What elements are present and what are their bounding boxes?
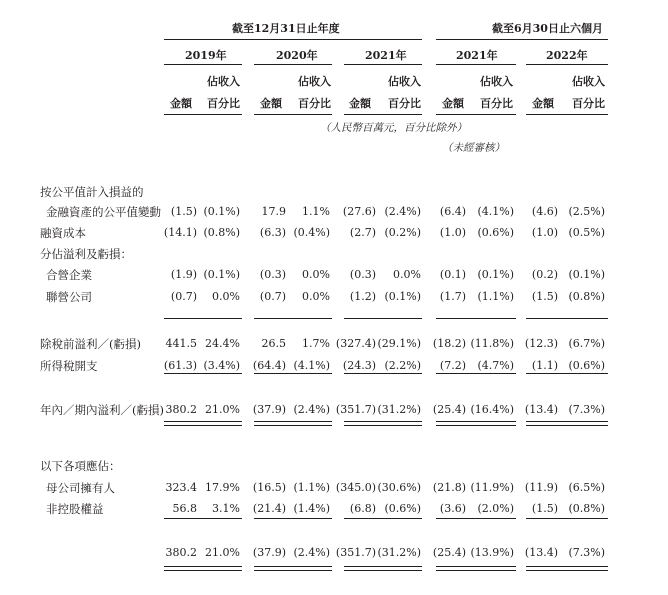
- table-cell: (21.4): [252, 502, 286, 515]
- pct-header-line1: 佔收入: [388, 75, 421, 88]
- row-label: 金融資產的公平值變動: [46, 205, 161, 219]
- table-cell: (2.2%): [384, 359, 421, 372]
- table-cell: (2.4%): [384, 205, 421, 218]
- subtotal-rule: [344, 518, 422, 519]
- header-group-year-ended: 截至12月31日止年度: [232, 22, 340, 35]
- year-rule-2019: [164, 64, 242, 65]
- header-rule: [526, 114, 608, 115]
- group-rule-year: [164, 39, 422, 40]
- table-cell: (12.3): [524, 337, 558, 350]
- table-cell: (327.4): [335, 337, 376, 350]
- table-cell: (4.7%): [477, 359, 514, 372]
- table-cell: (7.2): [439, 359, 466, 372]
- subtotal-rule: [436, 518, 516, 519]
- table-cell: (1.0): [439, 226, 466, 239]
- currency-note: （人民幣百萬元，百分比除外）: [320, 122, 467, 134]
- table-cell: (31.2%): [377, 546, 421, 559]
- table-cell: (16.4%): [470, 403, 514, 416]
- table-cell: (2.0%): [477, 502, 514, 515]
- subtotal-rule: [254, 318, 332, 319]
- table-cell: (0.6%): [477, 226, 514, 239]
- row-label: 合營企業: [46, 268, 92, 282]
- table-cell: (351.7): [335, 546, 376, 559]
- table-cell: 1.7%: [302, 337, 330, 350]
- total-double-rule: [254, 566, 332, 571]
- table-cell: (18.2): [432, 337, 466, 350]
- total-double-rule: [436, 566, 516, 571]
- year-rule-2021-interim: [436, 64, 516, 65]
- year-2022-interim: 2022年: [546, 49, 588, 62]
- table-cell: (0.1): [439, 268, 466, 281]
- subtotal-rule: [526, 318, 608, 319]
- table-cell: (11.8%): [470, 337, 514, 350]
- table-cell: (0.7): [170, 290, 197, 303]
- table-cell: (14.1): [163, 226, 197, 239]
- subtotal-rule: [254, 518, 332, 519]
- table-cell: (29.1%): [377, 337, 421, 350]
- pct-header-line1: 佔收入: [298, 75, 331, 88]
- table-cell: (3.4%): [203, 359, 240, 372]
- table-cell: (6.4): [439, 205, 466, 218]
- total-double-rule: [344, 566, 422, 571]
- table-cell: (6.8): [349, 502, 376, 515]
- subtotal-rule: [344, 373, 422, 374]
- total-double-rule: [436, 421, 516, 426]
- table-cell: (25.4): [432, 403, 466, 416]
- table-cell: (6.3): [259, 226, 286, 239]
- amount-header: 金額: [442, 97, 464, 110]
- table-cell: (4.1%): [477, 205, 514, 218]
- table-cell: (6.7%): [568, 337, 605, 350]
- table-cell: 21.0%: [205, 403, 240, 416]
- year-2021: 2021年: [365, 49, 407, 62]
- subtotal-rule: [254, 373, 332, 374]
- subtotal-rule: [436, 373, 516, 374]
- table-cell: 380.2: [165, 403, 197, 416]
- subtotal-rule: [526, 518, 608, 519]
- pct-header-line2: 百分比: [207, 97, 240, 110]
- table-cell: (345.0): [335, 481, 376, 494]
- table-cell: 24.4%: [205, 337, 240, 350]
- row-label: 除稅前溢利／(虧損): [40, 337, 141, 351]
- year-2020: 2020年: [276, 49, 318, 62]
- row-label: 按公平值計入損益的: [40, 185, 144, 199]
- table-cell: (1.9): [170, 268, 197, 281]
- table-cell: (0.6%): [568, 359, 605, 372]
- table-cell: 0.0%: [302, 290, 330, 303]
- row-label: 年內／期內溢利／(虧損): [40, 403, 164, 417]
- table-cell: (37.9): [252, 403, 286, 416]
- amount-header: 金額: [532, 97, 554, 110]
- table-cell: (31.2%): [377, 403, 421, 416]
- table-cell: 17.9%: [205, 481, 240, 494]
- unaudited-note: （未經審核）: [442, 142, 505, 154]
- table-cell: (64.4): [252, 359, 286, 372]
- table-cell: (3.6): [439, 502, 466, 515]
- table-cell: (1.5): [531, 290, 558, 303]
- table-cell: 441.5: [165, 337, 197, 350]
- header-rule: [344, 114, 422, 115]
- table-cell: (1.1%): [477, 290, 514, 303]
- year-rule-2022-interim: [526, 64, 608, 65]
- table-cell: 0.0%: [393, 268, 421, 281]
- table-cell: (0.3): [259, 268, 286, 281]
- table-cell: (0.1%): [568, 268, 605, 281]
- table-cell: 17.9: [261, 205, 286, 218]
- table-cell: (0.2%): [384, 226, 421, 239]
- header-rule: [436, 114, 516, 115]
- total-double-rule: [526, 566, 608, 571]
- pct-header-line2: 百分比: [480, 97, 513, 110]
- amount-header: 金額: [170, 97, 192, 110]
- table-cell: (0.8%): [568, 502, 605, 515]
- table-cell: (11.9): [524, 481, 558, 494]
- table-cell: (1.1): [531, 359, 558, 372]
- table-cell: (11.9%): [470, 481, 514, 494]
- table-cell: (13.4): [524, 403, 558, 416]
- header-rule: [254, 114, 332, 115]
- table-cell: (0.3): [349, 268, 376, 281]
- table-cell: (0.8%): [568, 290, 605, 303]
- year-rule-2020: [254, 64, 332, 65]
- pct-header-line2: 百分比: [298, 97, 331, 110]
- subtotal-rule: [164, 318, 242, 319]
- table-cell: 3.1%: [212, 502, 240, 515]
- subtotal-rule: [344, 318, 422, 319]
- table-cell: (1.5): [170, 205, 197, 218]
- table-cell: (351.7): [335, 403, 376, 416]
- table-cell: (0.7): [259, 290, 286, 303]
- table-cell: (24.3): [342, 359, 376, 372]
- table-cell: (0.5%): [568, 226, 605, 239]
- table-cell: (30.6%): [377, 481, 421, 494]
- pct-header-line2: 百分比: [388, 97, 421, 110]
- table-cell: (13.4): [524, 546, 558, 559]
- table-cell: 26.5: [261, 337, 286, 350]
- table-cell: (2.7): [349, 226, 376, 239]
- table-cell: (1.0): [531, 226, 558, 239]
- total-double-rule: [254, 421, 332, 426]
- table-cell: (0.6%): [384, 502, 421, 515]
- row-label: 融資成本: [40, 226, 86, 240]
- year-2021-interim: 2021年: [456, 49, 498, 62]
- header-rule: [164, 114, 242, 115]
- pct-header-line1: 佔收入: [480, 75, 513, 88]
- table-cell: (25.4): [432, 546, 466, 559]
- subtotal-rule: [164, 373, 242, 374]
- table-cell: (2.5%): [568, 205, 605, 218]
- table-cell: 1.1%: [302, 205, 330, 218]
- table-cell: (1.5): [531, 502, 558, 515]
- table-cell: (0.1%): [384, 290, 421, 303]
- table-cell: 380.2: [165, 546, 197, 559]
- table-cell: (1.2): [349, 290, 376, 303]
- table-cell: (1.4%): [293, 502, 330, 515]
- table-cell: (61.3): [163, 359, 197, 372]
- table-cell: 56.8: [172, 502, 197, 515]
- total-double-rule: [344, 421, 422, 426]
- table-cell: (2.4%): [293, 403, 330, 416]
- group-rule-period: [436, 39, 608, 40]
- table-cell: (4.1%): [293, 359, 330, 372]
- table-cell: (21.8): [432, 481, 466, 494]
- year-2019: 2019年: [185, 49, 227, 62]
- subtotal-rule: [526, 373, 608, 374]
- row-label: 所得稅開支: [40, 359, 98, 373]
- table-cell: (7.3%): [568, 546, 605, 559]
- total-double-rule: [164, 421, 242, 426]
- row-label: 非控股權益: [46, 502, 104, 516]
- total-double-rule: [526, 421, 608, 426]
- table-cell: (0.4%): [293, 226, 330, 239]
- pct-header-line1: 佔收入: [572, 75, 605, 88]
- table-cell: 0.0%: [212, 290, 240, 303]
- row-label: 以下各項應佔：: [40, 459, 121, 473]
- table-cell: (16.5): [252, 481, 286, 494]
- header-group-six-months: 截至6月30日止六個月: [492, 22, 603, 35]
- table-cell: (4.6): [531, 205, 558, 218]
- table-cell: (7.3%): [568, 403, 605, 416]
- table-cell: (0.1%): [477, 268, 514, 281]
- table-cell: 0.0%: [302, 268, 330, 281]
- row-label: 分佔溢利及虧損：: [40, 247, 132, 261]
- table-cell: (6.5%): [568, 481, 605, 494]
- table-cell: (0.1%): [203, 268, 240, 281]
- subtotal-rule: [164, 518, 242, 519]
- table-cell: (1.7): [439, 290, 466, 303]
- table-cell: (0.2): [531, 268, 558, 281]
- row-label: 聯營公司: [46, 290, 92, 304]
- total-double-rule: [164, 566, 242, 571]
- amount-header: 金額: [260, 97, 282, 110]
- table-cell: 21.0%: [205, 546, 240, 559]
- amount-header: 金額: [349, 97, 371, 110]
- subtotal-rule: [436, 318, 516, 319]
- pct-header-line1: 佔收入: [207, 75, 240, 88]
- table-cell: (13.9%): [470, 546, 514, 559]
- table-cell: (2.4%): [293, 546, 330, 559]
- table-cell: (27.6): [342, 205, 376, 218]
- row-label: 母公司擁有人: [46, 481, 115, 495]
- table-cell: (37.9): [252, 546, 286, 559]
- table-cell: (0.8%): [203, 226, 240, 239]
- table-cell: 323.4: [165, 481, 197, 494]
- table-cell: (0.1%): [203, 205, 240, 218]
- table-cell: (1.1%): [293, 481, 330, 494]
- year-rule-2021: [344, 64, 422, 65]
- pct-header-line2: 百分比: [572, 97, 605, 110]
